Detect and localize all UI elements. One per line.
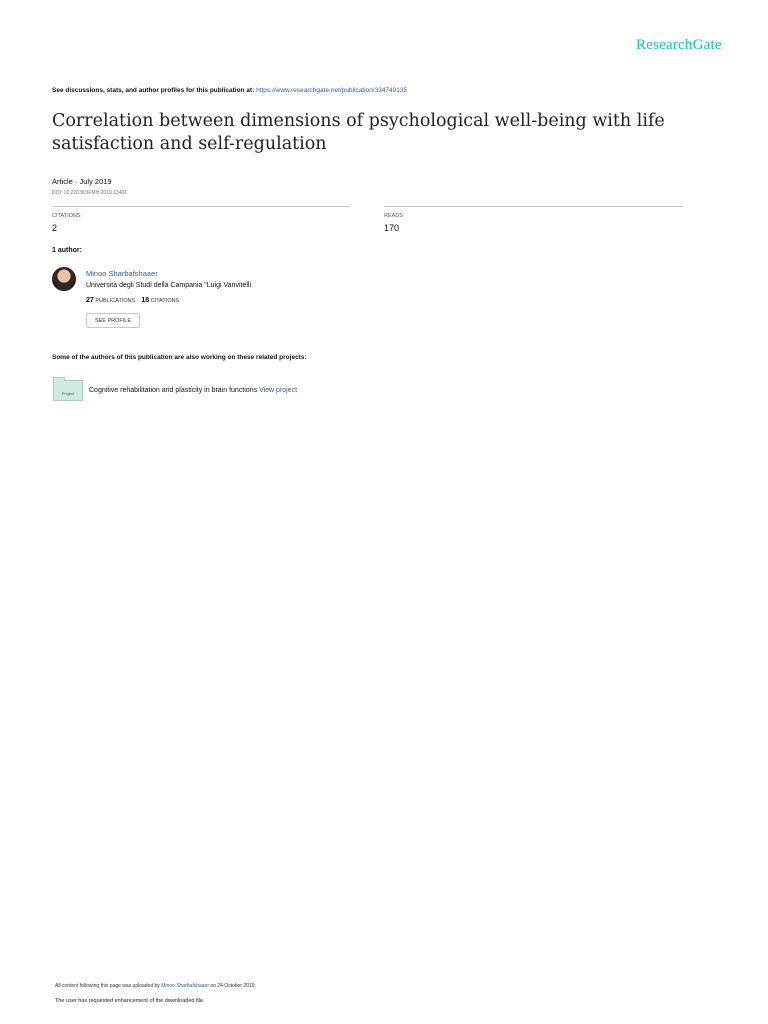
author-name-link[interactable]: Minoo Sharbafshaaer (86, 269, 158, 278)
project-folder-icon (53, 380, 83, 401)
publication-title: Correlation between dimensions of psychological well-being with life satisfaction and self-regulation (52, 111, 665, 154)
related-projects-heading: Some of the authors of this publication are also working on these related projects: (52, 354, 307, 361)
discussion-line (52, 87, 407, 94)
citations-value: 2 (52, 223, 58, 233)
project-icon-label: Project (61, 391, 75, 396)
view-project-link[interactable]: View project (259, 387, 298, 394)
publication-url-link[interactable]: https://www.researchgate.net/publication/334749135 (256, 87, 408, 94)
author-citations-count: 18 (141, 297, 150, 304)
researchgate-logo[interactable]: ResearchGate (636, 37, 722, 53)
author-publications-label: PUBLICATIONS (95, 298, 136, 304)
citations-divider (52, 206, 350, 207)
publication-meta: Article · July 2019 (52, 177, 112, 186)
upload-prefix: All content following this page was uploaded by (55, 983, 160, 989)
publication-doi: DOI: 10.22038/JFMH.2019.13401 (52, 190, 128, 196)
enhancement-note: The user has requested enhancement of the downloaded file. (55, 998, 205, 1004)
authors-heading: 1 author: (52, 247, 82, 254)
reads-value: 170 (384, 223, 400, 233)
discussion-label: See discussions, stats, and author profiles for this publication at: (52, 87, 255, 94)
author-publications-count: 27 (86, 297, 94, 304)
citations-label: CITATIONS (52, 213, 81, 219)
project-title: Cognitive rehabilitation and plasticity in brain functions (89, 387, 258, 394)
folder-tab (53, 377, 65, 381)
author-institution: Università degli Studi della Campania "Luigi Vanvitelli (86, 282, 251, 289)
author-citations-label: CITATIONS (150, 298, 180, 304)
upload-note (55, 983, 256, 989)
project-item (89, 387, 297, 394)
upload-suffix: on 24 October 2019. (210, 983, 256, 989)
author-stats (86, 297, 179, 304)
reads-label: READS (384, 213, 403, 219)
reads-divider (384, 206, 683, 207)
author-avatar[interactable] (52, 267, 76, 291)
uploader-link[interactable]: Minoo Sharbafshaaer (161, 983, 209, 989)
see-profile-button[interactable]: SEE PROFILE (86, 313, 140, 328)
